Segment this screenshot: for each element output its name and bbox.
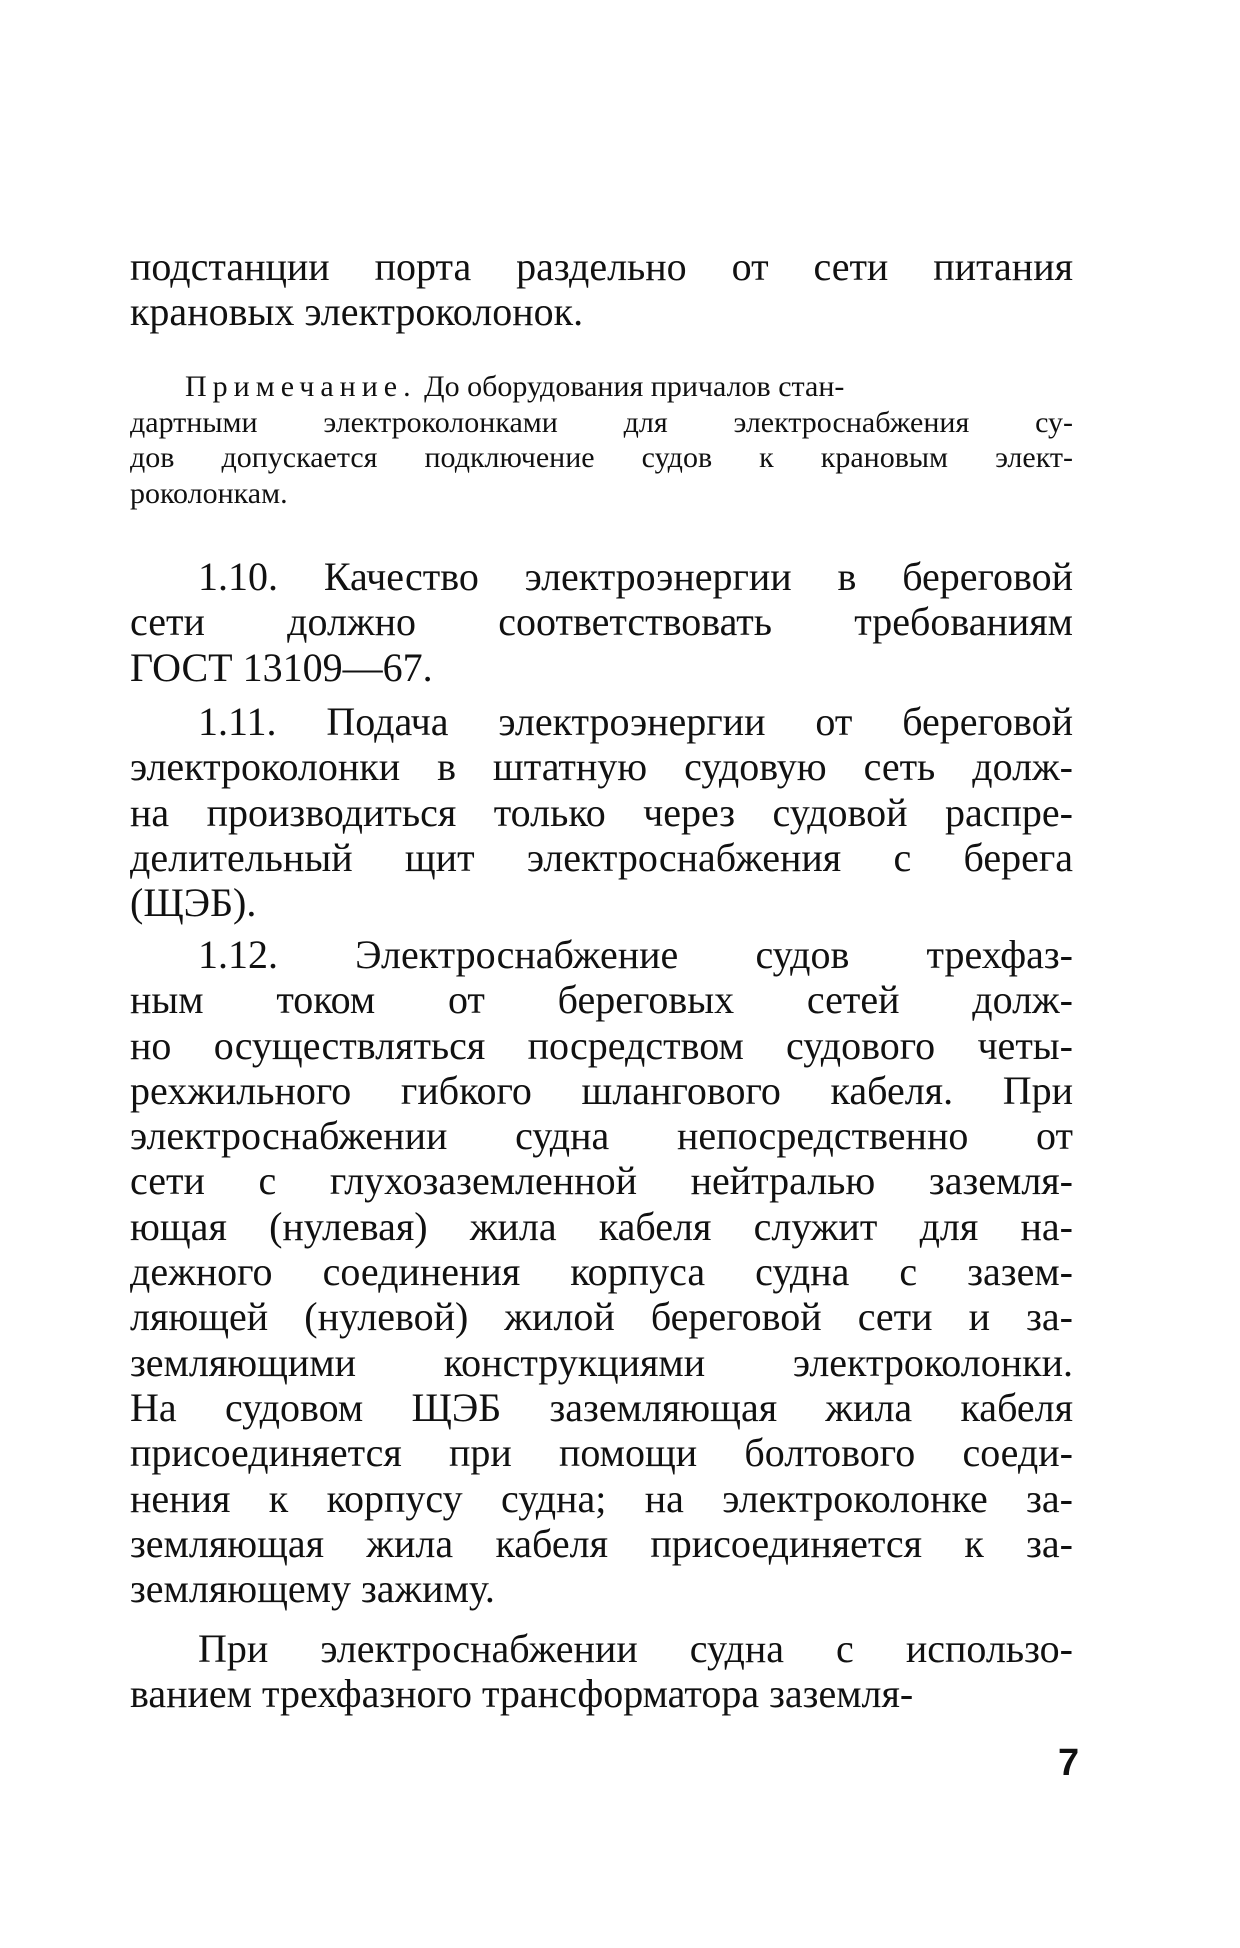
text-line: ным током от береговых сетей долж- (130, 977, 1073, 1023)
section-1-11-block (130, 699, 1073, 925)
text-line: (ЩЭБ). (130, 880, 257, 926)
text-line: сети с глухозаземленной нейтралью заземля- (130, 1158, 1073, 1204)
text-line: земляющему зажиму. (130, 1566, 495, 1612)
text-line: электроколонки в штатную судовую сеть долж- (130, 744, 1073, 790)
text-line: ляющей (нулевой) жилой береговой сети и за- (130, 1294, 1073, 1340)
text-line: ющая (нулевая) жила кабеля служит для на- (130, 1203, 1073, 1249)
note-label: Примечание. (185, 370, 417, 403)
text-line: дов допускается подключение судов к крановым элект- (130, 441, 1073, 475)
page-number: 7 (1058, 1742, 1080, 1784)
text-line: 1.10. Качество электроэнергии в береговой (198, 554, 1073, 599)
note-block (130, 369, 1073, 511)
text-line: 1.11. Подача электроэнергии от береговой (198, 699, 1073, 744)
text-line: На судовом ЩЭБ заземляющая жила кабеля (130, 1384, 1073, 1430)
text-line: сети должно соответствовать требованиям (130, 599, 1073, 645)
text-line: нения к корпусу судна; на электроколонке за- (130, 1475, 1073, 1521)
text-line: на производиться только через судовой распре- (130, 789, 1073, 835)
text-line: При электроснабжении судна с использо- (198, 1626, 1073, 1671)
text-line: земляющими конструкциями электроколонки. (130, 1339, 1073, 1385)
text-line: дартными электроколонками для электроснабжения су- (130, 405, 1073, 439)
text-line: делительный щит электроснабжения с берега (130, 834, 1073, 880)
note-text: До оборудования причалов стан- (416, 370, 845, 403)
text-line: подстанции порта раздельно от сети питания (130, 244, 1073, 289)
text-line (130, 369, 1073, 405)
text-line: крановых электроколонок. (130, 289, 584, 335)
text-line: ванием трехфазного трансформатора заземля- (130, 1671, 914, 1717)
text-line: 1.12. Электроснабжение судов трехфаз- (198, 932, 1073, 977)
section-1-12-block (130, 932, 1073, 1611)
text-line: присоединяется при помощи болтового соеди- (130, 1430, 1073, 1476)
paragraph-transformer-block (130, 1626, 1073, 1717)
continuation-block (130, 244, 1073, 335)
text-line: но осуществляться посредством судового четы- (130, 1022, 1073, 1068)
text-line: рехжильного гибкого шлангового кабеля. При (130, 1067, 1073, 1113)
text-line: электроснабжении судна непосредственно от (130, 1113, 1073, 1159)
text-line: земляющая жила кабеля присоединяется к за- (130, 1520, 1073, 1566)
text-line: роколонкам. (130, 476, 288, 510)
section-1-10-block (130, 554, 1073, 690)
text-line: ГОСТ 13109—67. (130, 644, 433, 690)
text-line: дежного соединения корпуса судна с зазем- (130, 1249, 1073, 1295)
